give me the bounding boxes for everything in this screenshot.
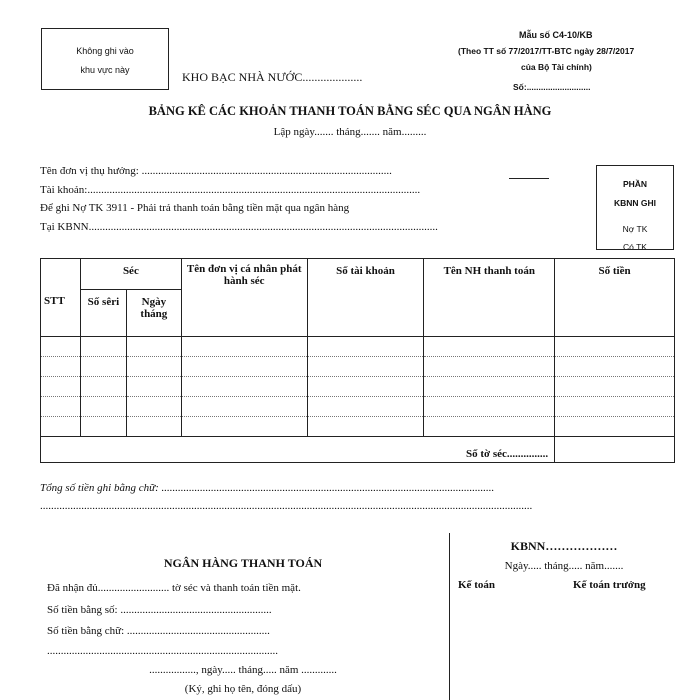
header-issuer: Tên đơn vị cá nhân phát hành séc (181, 259, 307, 337)
date-line: Lập ngày....... tháng....... năm......... (273, 126, 427, 138)
chief-accountant-label: Kế toán trưởng (573, 579, 646, 591)
checks-table (40, 258, 675, 463)
account-line: Tài khoản:......................................................................................................................... (40, 184, 421, 196)
bank-section-title: NGÂN HÀNG THANH TOÁN (163, 556, 323, 570)
kbnn-date-line: Ngày..... tháng..... năm....... (504, 560, 624, 572)
bank-sign-note: (Ký, ghi họ tên, đóng dấu) (184, 683, 302, 695)
treasury-name: KHO BẠC NHÀ NƯỚC.................... (182, 70, 363, 84)
bank-amount-number: Số tiền bằng số: ....................................................... (47, 604, 272, 616)
table-row (41, 377, 675, 397)
accountant-label: Kế toán (458, 579, 495, 591)
table-row (41, 417, 675, 437)
header-stt: STT (41, 259, 81, 337)
kbnn-box-debit: Nợ TK (622, 224, 648, 234)
header-bank: Tên NH thanh toán (424, 259, 555, 337)
kbnn-box-line1: PHẦN (622, 179, 648, 189)
kbnn-box-line2: KBNN GHI (613, 198, 657, 208)
header-account: Số tài khoản (307, 259, 424, 337)
total-dots: ................................................................................................................................................................................... (40, 500, 533, 512)
table-row (41, 337, 675, 357)
check-count-label: Số tờ séc............... (41, 437, 555, 463)
page-title: BẢNG KÊ CÁC KHOẢN THANH TOÁN BẰNG SÉC QUA NGÂN HÀNG (148, 104, 552, 118)
stamp-box (41, 28, 169, 90)
stamp-box-line1: Không ghi vào (76, 46, 134, 56)
header-serial: Số sêri (80, 290, 126, 337)
kbnn-section-title: KBNN……………… (510, 539, 618, 553)
debit-note-line: Để ghi Nợ TK 3911 - Phải trả thanh toán bằng tiền mặt qua ngân hàng (40, 202, 350, 214)
beneficiary-line: Tên đơn vị thụ hưởng: ........................................................................................... (40, 165, 392, 177)
regulation-line1: (Theo TT số 77/2017/TT-BTC ngày 28/7/2017 (458, 46, 635, 56)
kbnn-box-credit: Có TK (623, 242, 647, 250)
sum-row (41, 437, 675, 463)
kbnn-box (596, 165, 674, 250)
table-row (41, 357, 675, 377)
form-code: Mẫu số C4-10/KB (519, 30, 593, 40)
bank-date-line: ................., ngày..... tháng..... năm ............. (149, 664, 337, 676)
regulation-line2: của Bộ Tài chính) (521, 62, 592, 72)
kbnn-location-line: Tại KBNN............................................................................................................................... (40, 221, 438, 233)
beneficiary-blank (509, 178, 549, 179)
stamp-box-line2: khu vực này (80, 65, 130, 75)
header-amount: Số tiền (555, 259, 675, 337)
bank-amount-words: Số tiền bằng chữ: .................................................... (47, 625, 270, 637)
total-in-words: Tổng số tiền ghi bằng chữ: ......................................................................................................................... (40, 482, 495, 494)
form-number: Số:........................... (513, 82, 591, 92)
section-divider (449, 533, 450, 700)
table-row (41, 397, 675, 417)
bank-received-line: Đã nhận đủ.......................... tờ séc và thanh toán tiền mặt. (47, 582, 301, 594)
header-check: Séc (80, 259, 181, 290)
header-date: Ngày tháng (126, 290, 181, 337)
bank-dots: .................................................................................... (47, 645, 278, 657)
